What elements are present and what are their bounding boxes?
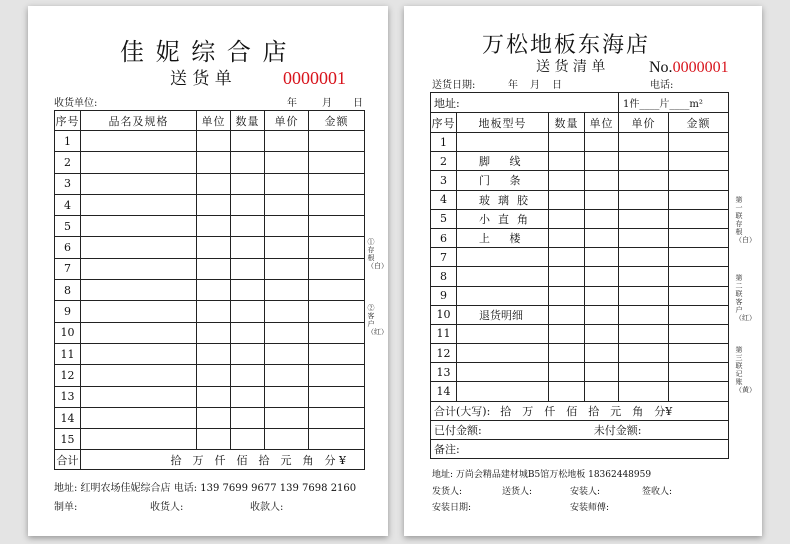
right-header-cell: 单位 (585, 113, 619, 133)
right-table-row (431, 286, 729, 305)
right-date-year: 年 (508, 80, 518, 91)
right-table-row (431, 344, 729, 363)
row-number: 10 (55, 322, 81, 343)
right-date-day: 日 (552, 80, 562, 91)
item-name: 上 楼 (457, 228, 549, 247)
right-table-row (431, 248, 729, 267)
empty-cell (231, 152, 265, 173)
left-payee-label: 收款人: (250, 502, 284, 513)
row-number: 14 (431, 382, 457, 401)
empty-cell (585, 286, 619, 305)
empty-cell (81, 237, 197, 258)
right-pieces-field: 1件____片____m² (619, 93, 729, 113)
empty-cell (197, 343, 231, 364)
row-number: 5 (431, 209, 457, 228)
left-total-label: 合计 (55, 450, 81, 470)
empty-cell (265, 131, 309, 152)
item-name (457, 267, 549, 286)
empty-cell (549, 382, 585, 401)
left-delivery-note (28, 6, 388, 536)
empty-cell (549, 209, 585, 228)
empty-cell (619, 344, 669, 363)
empty-cell (197, 386, 231, 407)
empty-cell (265, 301, 309, 322)
row-number: 4 (431, 190, 457, 209)
right-signer-label: 签收人: (642, 487, 673, 497)
empty-cell (309, 386, 365, 407)
right-shipper-label: 发货人: (432, 487, 463, 497)
empty-cell (81, 429, 197, 450)
left-date-year: 年 (287, 98, 297, 109)
row-number: 7 (431, 248, 457, 267)
right-header-cell: 单价 (619, 113, 669, 133)
right-remarks-row (431, 440, 729, 459)
left-table-header (55, 111, 365, 131)
empty-cell (619, 286, 669, 305)
right-table-row (431, 305, 729, 324)
empty-cell (265, 216, 309, 237)
empty-cell (81, 258, 197, 279)
empty-cell (81, 365, 197, 386)
row-number: 2 (55, 152, 81, 173)
left-header-cell: 金额 (309, 111, 365, 131)
right-table-row (431, 363, 729, 382)
empty-cell (669, 228, 729, 247)
empty-cell (231, 280, 265, 301)
empty-cell (197, 131, 231, 152)
empty-cell (197, 152, 231, 173)
left-table-row (55, 173, 365, 194)
left-title: 佳 妮 综 合 店 (120, 38, 289, 66)
empty-cell (81, 194, 197, 215)
right-total-units: 拾 万 仟 佰 拾 元 角 分¥ (500, 404, 673, 418)
left-table-row (55, 280, 365, 301)
empty-cell (585, 228, 619, 247)
empty-cell (585, 344, 619, 363)
right-table-row (431, 324, 729, 343)
row-number: 12 (431, 344, 457, 363)
row-number: 10 (431, 305, 457, 324)
right-table-row (431, 209, 729, 228)
item-name: 门 条 (457, 171, 549, 190)
left-total-row (55, 450, 365, 470)
empty-cell (231, 386, 265, 407)
right-install-master-label: 安装师傅: (570, 503, 610, 513)
row-number: 7 (55, 258, 81, 279)
empty-cell (309, 237, 365, 258)
left-receiver-label: 收货人: (150, 502, 184, 513)
left-table-row (55, 407, 365, 428)
empty-cell (81, 131, 197, 152)
right-header-cell: 数量 (549, 113, 585, 133)
empty-cell (197, 216, 231, 237)
left-address: 地址: 红明农场佳妮综合店 电话: 139 7699 9677 139 7698 2160 (54, 483, 357, 494)
empty-cell (549, 344, 585, 363)
empty-cell (197, 301, 231, 322)
empty-cell (265, 343, 309, 364)
right-subtitle: 送 货 清 单 (536, 59, 606, 75)
right-remarks-label: 备注: (431, 440, 729, 459)
row-number: 1 (55, 131, 81, 152)
empty-cell (81, 216, 197, 237)
empty-cell (231, 322, 265, 343)
right-unpaid-label: 未付金额: (593, 423, 642, 437)
empty-cell (197, 237, 231, 258)
left-date-month: 月 (322, 98, 332, 109)
right-date-month: 月 (530, 80, 540, 91)
left-table-row (55, 194, 365, 215)
empty-cell (197, 365, 231, 386)
left-total-units: 拾 万 仟 佰 拾 元 角 分 ¥ (81, 450, 365, 470)
item-name (457, 363, 549, 382)
empty-cell (585, 133, 619, 152)
empty-cell (81, 301, 197, 322)
empty-cell (231, 173, 265, 194)
empty-cell (585, 209, 619, 228)
empty-cell (585, 267, 619, 286)
empty-cell (585, 190, 619, 209)
empty-cell (669, 286, 729, 305)
item-name (457, 248, 549, 267)
empty-cell (265, 429, 309, 450)
empty-cell (197, 258, 231, 279)
right-table-row (431, 228, 729, 247)
empty-cell (81, 280, 197, 301)
right-table-row (431, 171, 729, 190)
empty-cell (669, 152, 729, 171)
empty-cell (549, 363, 585, 382)
empty-cell (549, 190, 585, 209)
left-table-row (55, 131, 365, 152)
empty-cell (669, 248, 729, 267)
empty-cell (585, 363, 619, 382)
empty-cell (231, 301, 265, 322)
empty-cell (309, 322, 365, 343)
left-header-cell: 单价 (265, 111, 309, 131)
row-number: 8 (431, 267, 457, 286)
right-phone-label: 电话: (650, 80, 674, 91)
empty-cell (265, 173, 309, 194)
left-copy-note-2: ②客户（红） (367, 304, 388, 336)
empty-cell (197, 407, 231, 428)
right-address-label: 地址: (431, 93, 619, 113)
empty-cell (585, 152, 619, 171)
right-header-cell: 地板型号 (457, 113, 549, 133)
row-number: 6 (55, 237, 81, 258)
left-header-cell: 品名及规格 (81, 111, 197, 131)
empty-cell (619, 171, 669, 190)
row-number: 13 (55, 386, 81, 407)
right-installer-label: 安装人: (570, 487, 601, 497)
empty-cell (669, 209, 729, 228)
empty-cell (81, 407, 197, 428)
empty-cell (231, 194, 265, 215)
item-name (457, 324, 549, 343)
empty-cell (669, 305, 729, 324)
item-name: 小直角 (457, 209, 549, 228)
right-serial-prefix: No. (649, 59, 673, 76)
row-number: 15 (55, 429, 81, 450)
left-header-cell: 数量 (231, 111, 265, 131)
empty-cell (669, 324, 729, 343)
right-header-cell: 序号 (431, 113, 457, 133)
left-items-table (54, 110, 365, 470)
left-table-row (55, 216, 365, 237)
row-number: 14 (55, 407, 81, 428)
empty-cell (231, 216, 265, 237)
empty-cell (585, 324, 619, 343)
empty-cell (197, 429, 231, 450)
empty-cell (265, 194, 309, 215)
empty-cell (81, 152, 197, 173)
left-copy-note-1: ①存根（白） (367, 238, 388, 270)
empty-cell (669, 133, 729, 152)
left-header-cell: 单位 (197, 111, 231, 131)
empty-cell (619, 305, 669, 324)
left-customer-label: 收货单位: (54, 98, 98, 109)
left-table-row (55, 237, 365, 258)
empty-cell (81, 322, 197, 343)
empty-cell (585, 248, 619, 267)
row-number: 5 (55, 216, 81, 237)
empty-cell (265, 407, 309, 428)
row-number: 4 (55, 194, 81, 215)
empty-cell (549, 305, 585, 324)
empty-cell (309, 258, 365, 279)
empty-cell (265, 258, 309, 279)
empty-cell (549, 171, 585, 190)
empty-cell (309, 365, 365, 386)
right-serial-value: 0000001 (672, 59, 729, 76)
row-number: 3 (55, 173, 81, 194)
row-number: 9 (55, 301, 81, 322)
row-number: 2 (431, 152, 457, 171)
empty-cell (81, 343, 197, 364)
right-paid-label: 已付金额: (434, 423, 482, 437)
empty-cell (231, 429, 265, 450)
right-paid-row (431, 420, 729, 439)
empty-cell (309, 280, 365, 301)
empty-cell (669, 382, 729, 401)
empty-cell (619, 382, 669, 401)
empty-cell (549, 152, 585, 171)
left-subtitle: 送 货 单 (170, 69, 232, 89)
empty-cell (669, 363, 729, 382)
item-name (457, 286, 549, 305)
right-address: 地址: 万尚会精品建材城B5馆万松地板 18362448959 (432, 470, 652, 480)
empty-cell (619, 248, 669, 267)
right-serial-number (649, 59, 729, 77)
right-table-header (431, 113, 729, 133)
empty-cell (585, 171, 619, 190)
empty-cell (549, 228, 585, 247)
empty-cell (309, 407, 365, 428)
empty-cell (265, 386, 309, 407)
empty-cell (309, 301, 365, 322)
empty-cell (549, 248, 585, 267)
empty-cell (619, 133, 669, 152)
right-delivery-note (404, 6, 762, 536)
item-name: 脚 线 (457, 152, 549, 171)
empty-cell (265, 152, 309, 173)
empty-cell (231, 237, 265, 258)
left-serial-number: 0000001 (283, 68, 346, 88)
left-table-row (55, 386, 365, 407)
right-total-row (431, 401, 729, 420)
empty-cell (549, 324, 585, 343)
item-name (457, 133, 549, 152)
empty-cell (265, 237, 309, 258)
left-maker-label: 制单: (54, 502, 78, 513)
row-number: 9 (431, 286, 457, 305)
left-table-row (55, 322, 365, 343)
right-copy-note-3: 第三联记账（黄） (735, 346, 756, 394)
right-delivery-date-label: 送货日期: (432, 80, 476, 91)
empty-cell (309, 173, 365, 194)
empty-cell (231, 343, 265, 364)
right-items-table (430, 92, 729, 459)
empty-cell (309, 131, 365, 152)
empty-cell (619, 152, 669, 171)
row-number: 13 (431, 363, 457, 382)
empty-cell (549, 133, 585, 152)
left-table-row (55, 429, 365, 450)
empty-cell (309, 152, 365, 173)
empty-cell (549, 286, 585, 305)
empty-cell (231, 258, 265, 279)
row-number: 8 (55, 280, 81, 301)
empty-cell (265, 365, 309, 386)
right-total (431, 401, 729, 420)
empty-cell (619, 363, 669, 382)
right-paid (431, 420, 729, 439)
right-title: 万松地板东海店 (482, 33, 651, 58)
item-name: 退货明细 (457, 305, 549, 324)
item-name (457, 382, 549, 401)
empty-cell (81, 386, 197, 407)
right-table-row (431, 133, 729, 152)
empty-cell (309, 429, 365, 450)
left-table-row (55, 343, 365, 364)
empty-cell (197, 173, 231, 194)
empty-cell (669, 267, 729, 286)
empty-cell (309, 343, 365, 364)
empty-cell (231, 407, 265, 428)
left-table-row (55, 152, 365, 173)
empty-cell (585, 305, 619, 324)
row-number: 11 (431, 324, 457, 343)
item-name: 玻璃胶 (457, 190, 549, 209)
right-deliverer-label: 送货人: (502, 487, 533, 497)
right-install-date-label: 安装日期: (432, 503, 472, 513)
row-number: 12 (55, 365, 81, 386)
right-copy-note-2: 第二联客户（红） (735, 274, 756, 322)
right-table-row (431, 190, 729, 209)
empty-cell (197, 280, 231, 301)
empty-cell (585, 382, 619, 401)
left-table-row (55, 258, 365, 279)
empty-cell (619, 324, 669, 343)
item-name (457, 344, 549, 363)
right-address-row (431, 93, 729, 113)
empty-cell (309, 194, 365, 215)
left-table-row (55, 301, 365, 322)
right-table-row (431, 152, 729, 171)
left-date-day: 日 (353, 98, 363, 109)
empty-cell (619, 228, 669, 247)
right-table-row (431, 382, 729, 401)
empty-cell (619, 190, 669, 209)
empty-cell (197, 194, 231, 215)
right-total-label: 合计(大写): (434, 404, 491, 418)
empty-cell (265, 280, 309, 301)
empty-cell (669, 190, 729, 209)
empty-cell (669, 344, 729, 363)
empty-cell (197, 322, 231, 343)
right-table-row (431, 267, 729, 286)
row-number: 6 (431, 228, 457, 247)
row-number: 3 (431, 171, 457, 190)
empty-cell (549, 267, 585, 286)
right-copy-note-1: 第一联存根（白） (735, 196, 756, 244)
left-header-cell: 序号 (55, 111, 81, 131)
empty-cell (231, 365, 265, 386)
empty-cell (619, 209, 669, 228)
empty-cell (81, 173, 197, 194)
empty-cell (669, 171, 729, 190)
left-table-row (55, 365, 365, 386)
right-header-cell: 金额 (669, 113, 729, 133)
row-number: 1 (431, 133, 457, 152)
empty-cell (265, 322, 309, 343)
empty-cell (231, 131, 265, 152)
row-number: 11 (55, 343, 81, 364)
empty-cell (619, 267, 669, 286)
empty-cell (309, 216, 365, 237)
